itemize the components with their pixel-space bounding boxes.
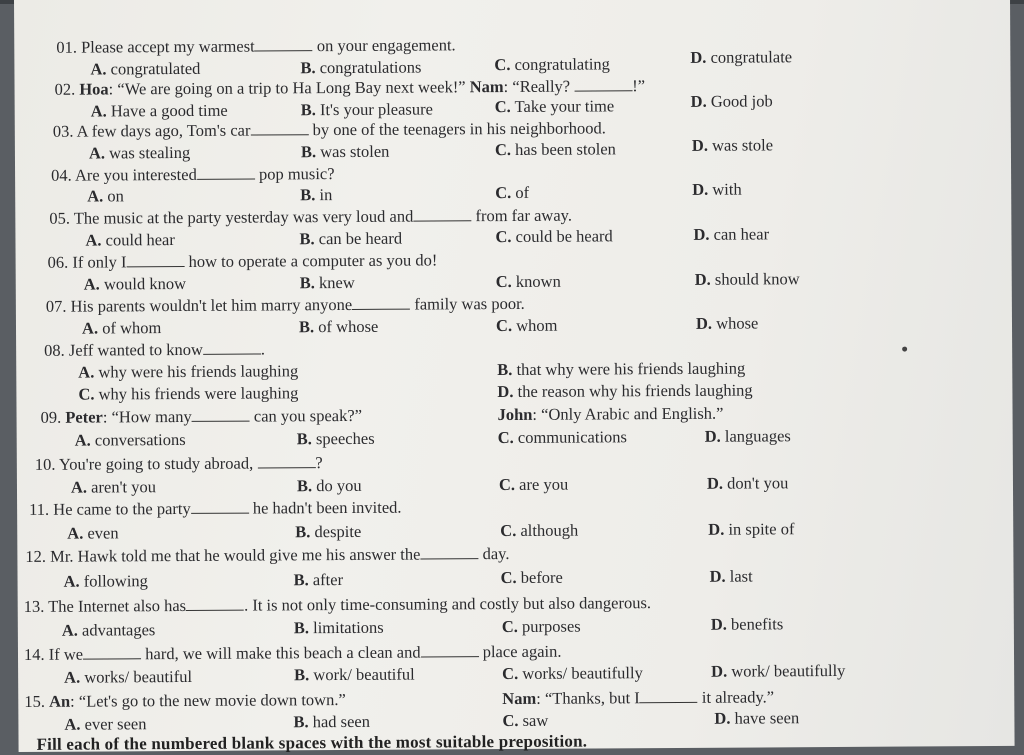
option-b[interactable]: B. can be heard bbox=[299, 228, 403, 249]
option-d[interactable]: D. last bbox=[709, 566, 753, 586]
question-04: 04. Are you interested pop music? bbox=[51, 164, 335, 185]
question-10: 10. You're going to study abroad, ? bbox=[34, 453, 323, 474]
answer-blank[interactable] bbox=[574, 76, 632, 91]
option-b[interactable]: B. had seen bbox=[293, 711, 371, 732]
answer-blank[interactable] bbox=[421, 642, 479, 657]
option-a[interactable]: A. following bbox=[63, 571, 148, 591]
answer-blank[interactable] bbox=[126, 252, 184, 267]
answer-blank[interactable] bbox=[186, 596, 244, 611]
option-c[interactable]: C. known bbox=[495, 271, 561, 292]
option-a[interactable]: A. advantages bbox=[61, 620, 156, 640]
option-d[interactable]: D. the reason why his friends laughing bbox=[497, 380, 753, 402]
option-b[interactable]: B. knew bbox=[299, 272, 355, 293]
question-05: 05. The music at the party yesterday was very loud and from far away. bbox=[49, 205, 572, 228]
ink-speck bbox=[902, 347, 907, 352]
answer-blank[interactable] bbox=[352, 295, 410, 310]
option-a[interactable]: A. aren't you bbox=[70, 477, 157, 497]
answer-blank[interactable] bbox=[197, 165, 255, 180]
option-a[interactable]: A. Have a good time bbox=[90, 100, 228, 121]
option-c[interactable]: C. purposes bbox=[501, 616, 581, 637]
option-b[interactable]: B. despite bbox=[295, 521, 362, 542]
answer-blank[interactable] bbox=[250, 120, 308, 135]
option-d[interactable]: D. with bbox=[692, 179, 742, 199]
option-c[interactable]: C. before bbox=[500, 567, 563, 588]
question-text: : “We are going on a trip to Ha Long Bay next week!” bbox=[108, 77, 470, 99]
option-c[interactable]: C. of bbox=[495, 182, 530, 203]
option-b[interactable]: B. of whose bbox=[298, 316, 379, 337]
answer-blank[interactable] bbox=[640, 688, 698, 703]
option-d[interactable]: D. whose bbox=[695, 313, 759, 333]
option-a[interactable]: A. ever seen bbox=[64, 714, 147, 734]
option-c[interactable]: C. are you bbox=[498, 474, 569, 495]
section-instruction: Fill each of the numbered blank spaces with the most suitable preposition. bbox=[36, 731, 588, 754]
option-a[interactable]: A. was stealing bbox=[88, 142, 191, 163]
option-b[interactable]: B. work/ beautiful bbox=[294, 664, 415, 685]
question-13: 13. The Internet also has . It is not only time-consuming and costly but also dangerous. bbox=[23, 593, 652, 616]
option-d[interactable]: D. don't you bbox=[706, 473, 789, 493]
option-a[interactable]: A. even bbox=[67, 523, 119, 543]
option-c[interactable]: C. why his friends were laughing bbox=[78, 383, 299, 404]
option-b[interactable]: B. congratulations bbox=[300, 57, 422, 78]
question-text: Please accept my warmest bbox=[80, 36, 255, 57]
option-b[interactable]: B. limitations bbox=[293, 617, 384, 638]
option-a[interactable]: A. would know bbox=[83, 273, 187, 294]
option-c[interactable]: C. congratulating bbox=[494, 54, 610, 75]
answer-blank[interactable] bbox=[83, 644, 141, 659]
question-07: 07. His parents wouldn't let him marry anyone family was poor. bbox=[45, 293, 525, 316]
option-c[interactable]: C. works/ beautifully bbox=[502, 663, 643, 684]
option-d[interactable]: D. was stole bbox=[691, 135, 774, 155]
option-c[interactable]: C. whom bbox=[495, 315, 558, 336]
question-number: 02. bbox=[54, 79, 76, 99]
option-d[interactable]: D. benefits bbox=[710, 614, 784, 634]
option-b[interactable]: B. that why were his friends laughing bbox=[497, 358, 746, 380]
answer-blank[interactable] bbox=[413, 206, 471, 221]
question-text: !” bbox=[632, 76, 646, 96]
question-number: 01. bbox=[56, 37, 77, 57]
question-15-reply: Nam: “Thanks, but I it already.” bbox=[502, 687, 775, 709]
option-d[interactable]: D. have seen bbox=[714, 708, 800, 728]
answer-blank[interactable] bbox=[420, 544, 478, 559]
question-12: 12. Mr. Hawk told me that he would give me his answer the day. bbox=[25, 543, 510, 566]
option-b[interactable]: B. It's your pleasure bbox=[300, 99, 433, 120]
option-b[interactable]: B. speeches bbox=[296, 428, 375, 449]
question-09-reply: John: “Only Arabic and English.” bbox=[497, 403, 724, 425]
option-b[interactable]: B. was stolen bbox=[300, 141, 390, 162]
option-c[interactable]: C. saw bbox=[502, 710, 549, 731]
option-d[interactable]: D. languages bbox=[704, 426, 791, 446]
option-c[interactable]: C. has been stolen bbox=[494, 139, 616, 160]
option-c[interactable]: C. Take your time bbox=[494, 96, 615, 117]
question-text: : “Really? bbox=[503, 76, 571, 97]
question-09: 09. Peter: “How many can you speak?” bbox=[40, 405, 363, 427]
question-text: on your engagement. bbox=[316, 35, 456, 56]
option-d[interactable]: D. work/ beautifully bbox=[711, 660, 846, 681]
option-b[interactable]: B. after bbox=[293, 570, 344, 590]
option-a[interactable]: A. of whom bbox=[81, 318, 162, 338]
option-a[interactable]: A. could hear bbox=[85, 230, 175, 250]
answer-blank[interactable] bbox=[191, 499, 249, 514]
answer-blank[interactable] bbox=[255, 36, 313, 51]
option-c[interactable]: C. could be heard bbox=[495, 226, 613, 247]
question-15: 15. An: “Let's go to the new movie down town.” bbox=[24, 689, 346, 711]
option-a[interactable]: A. why were his friends laughing bbox=[78, 361, 299, 382]
option-a[interactable]: A. works/ beautiful bbox=[64, 666, 193, 687]
option-a[interactable]: A. conversations bbox=[74, 429, 186, 450]
option-d[interactable]: D. should know bbox=[694, 269, 800, 289]
option-d[interactable]: D. in spite of bbox=[708, 519, 795, 539]
option-b[interactable]: B. in bbox=[300, 185, 333, 205]
option-c[interactable]: C. although bbox=[500, 520, 579, 541]
question-01 bbox=[56, 35, 455, 57]
speaker-name: Nam bbox=[469, 77, 504, 97]
answer-blank[interactable] bbox=[203, 339, 261, 354]
question-08: 08. Jeff wanted to know . bbox=[44, 339, 266, 360]
option-d[interactable]: D. congratulate bbox=[690, 47, 793, 67]
question-06: 06. If only I how to operate a computer as you do! bbox=[47, 250, 438, 272]
question-14: 14. If we hard, we will make this beach a clean and place again. bbox=[23, 641, 562, 664]
option-b[interactable]: B. do you bbox=[296, 475, 362, 496]
option-d[interactable]: D. Good job bbox=[690, 91, 773, 111]
answer-blank[interactable] bbox=[257, 453, 315, 468]
speaker-name: Hoa bbox=[79, 79, 109, 99]
option-c[interactable]: C. communications bbox=[497, 427, 627, 448]
option-a[interactable]: A. on bbox=[87, 186, 124, 206]
option-a[interactable]: A. congratulated bbox=[90, 58, 201, 79]
worksheet-page bbox=[14, 0, 1015, 752]
answer-blank[interactable] bbox=[192, 407, 250, 422]
question-11: 11. He came to the party he hadn't been invited. bbox=[29, 497, 402, 519]
question-03: 03. A few days ago, Tom's car by one of the teenagers in his neighborhood. bbox=[52, 118, 606, 141]
option-d[interactable]: D. can hear bbox=[693, 224, 770, 244]
